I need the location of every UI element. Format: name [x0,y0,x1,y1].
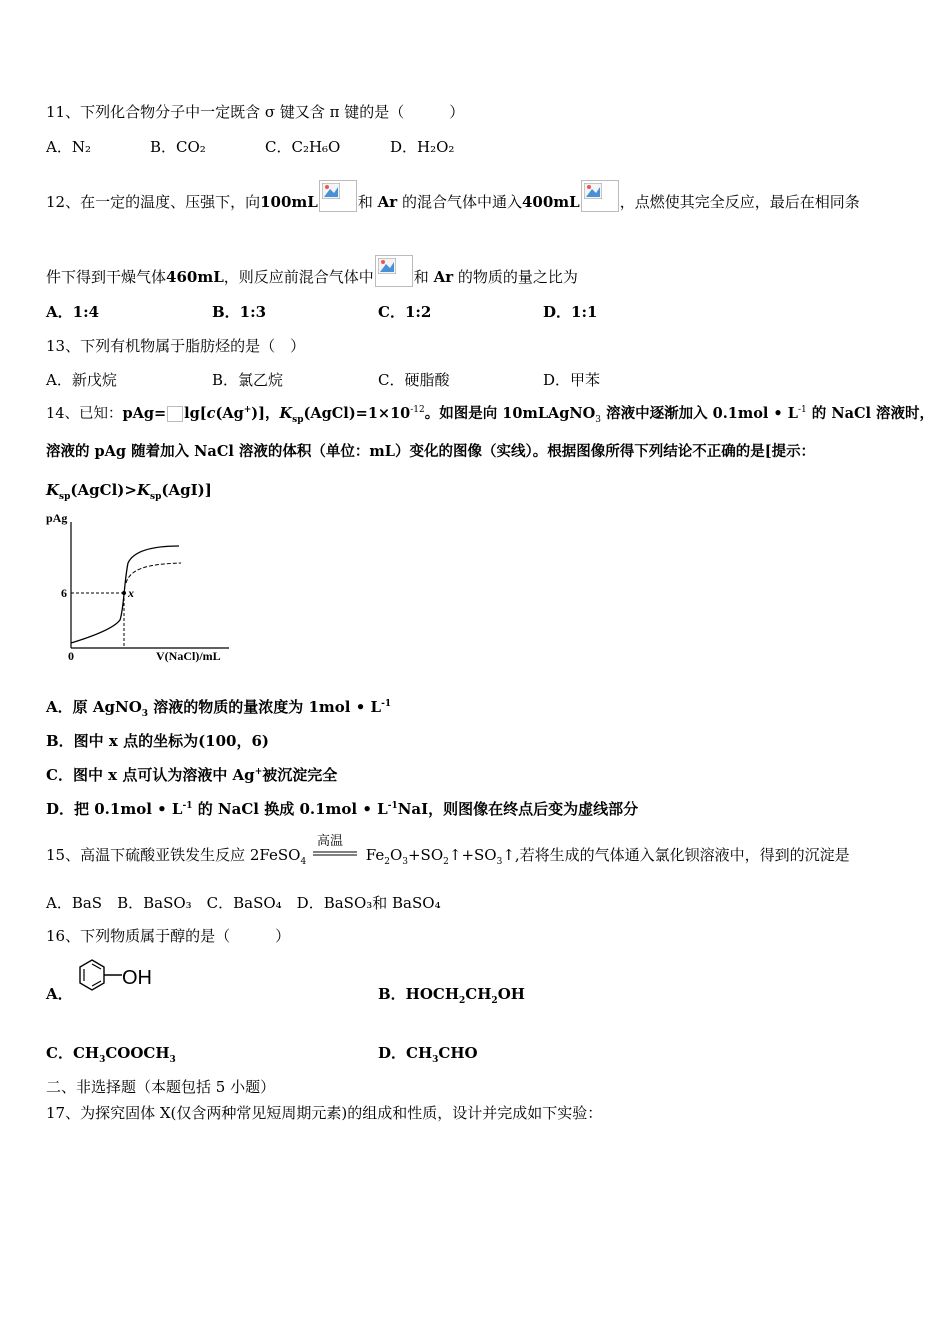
q15-stem: 15、高温下硫酸亚铁发生反应 2FeSO$_4$ 高温 $Fe_2O_3+SO_2↑+SO_3↑$,若将生成的气体通入氯化钡溶液中，得到的沉淀是 [46,834,850,867]
q11-option-a: A．N₂ [46,138,91,156]
q16-option-b: B．$HOCH_2CH_2OH$ [378,985,525,1006]
q14-line1: 14、已知：pAg= lg[c(Ag+)]，$K_{sp}(AgCl)=1\times 10^{-12}$。如图是向 10mLAgNO$_3$ 溶液中逐渐加入 0.1mol • $L^{-1}$ 的 NaCl 溶液时， [46,405,935,425]
q13-option-b: B．氯乙烷 [212,371,284,389]
q12-option-d: D．1:1 [543,303,598,321]
q14-option-c: C．图中 x 点可认为溶液中 Ag+被沉淀完全 [46,766,338,784]
q16-option-a: A． [46,985,73,1003]
q11-stem: 11、下列化合物分子中一定既含 σ 键又含 π 键的是（ ） [46,103,465,121]
broken-image-icon [167,406,183,422]
q11-option-c: C．C₂H₆O [265,138,341,156]
q15-options: A．BaS B．BaSO₃ C．BaSO₄ D．BaSO₃和 BaSO₄ [46,894,441,912]
x-axis-label: V(NaCl)/mL [156,649,221,663]
q14-option-b: B．图中 x 点的坐标为(100，6) [46,732,270,750]
q17-stem: 17、为探究固体 X(仅含两种常见短周期元素)的组成和性质，设计并完成如下实验： [46,1104,603,1122]
pag-chart [44,508,244,668]
point-x [122,591,126,595]
q11-option-b: B．CO₂ [150,138,206,156]
q12-line2: 件下得到干燥气体460mL，则反应前混合气体中 和 Ar 的物质的量之比为 [46,255,578,287]
point-x-label: x [128,586,134,600]
broken-image-icon [319,180,357,212]
broken-image-icon [375,255,413,287]
q16-option-c: C．$CH_3COOCH_3$ [46,1044,176,1065]
broken-image-icon [581,180,619,212]
series-dashed [126,563,181,583]
svg-text:OH: OH [122,967,152,989]
y-tick-label: 6 [61,586,67,600]
origin-label: 0 [68,649,74,663]
q14-line3: $K_{sp}(AgCl)>K_{sp}(AgI)$] [46,481,212,502]
q13-option-a: A．新戊烷 [46,371,117,389]
y-axis-label: pAg [46,511,68,525]
q14-option-d: D．把 0.1mol • $L^{-1}$ 的 NaCl 换成 0.1mol • $L^{-1}NaI$，则图像在终点后变为虚线部分 [46,800,639,818]
q16-option-d: D．$CH_3CHO$ [378,1044,478,1065]
phenol-structure [76,956,166,1006]
q14-line2: 溶液的 pAg 随着加入 NaCl 溶液的体积（单位：mL）变化的图像（实线）。根据图像所得下列结论不正确的是[提示： [46,443,816,460]
q12-option-a: A．1:4 [46,303,100,321]
q14-option-a: A．原 AgNO$_3$ 溶液的物质的量浓度为 1mol • $L^{-1}$ [46,698,392,719]
q11-option-d: D．H₂O₂ [390,138,455,156]
q13-option-c: C．硬脂酸 [378,371,450,389]
q13-stem: 13、下列有机物属于脂肪烃的是（ ） [46,337,306,355]
q12-line1: 12、在一定的温度、压强下，向100mL 和 Ar 的混合气体中通入400mL ，点燃使其完全反应，最后在相同条 [46,180,860,212]
section2-heading: 二、非选择题（本题包括 5 小题） [46,1078,276,1096]
q13-option-d: D．甲苯 [543,371,601,389]
reaction-condition: 高温 [316,834,343,849]
q16-stem: 16、下列物质属于醇的是（ ） [46,927,291,945]
q12-option-b: B．1:3 [212,303,267,321]
q12-option-c: C．1:2 [378,303,432,321]
